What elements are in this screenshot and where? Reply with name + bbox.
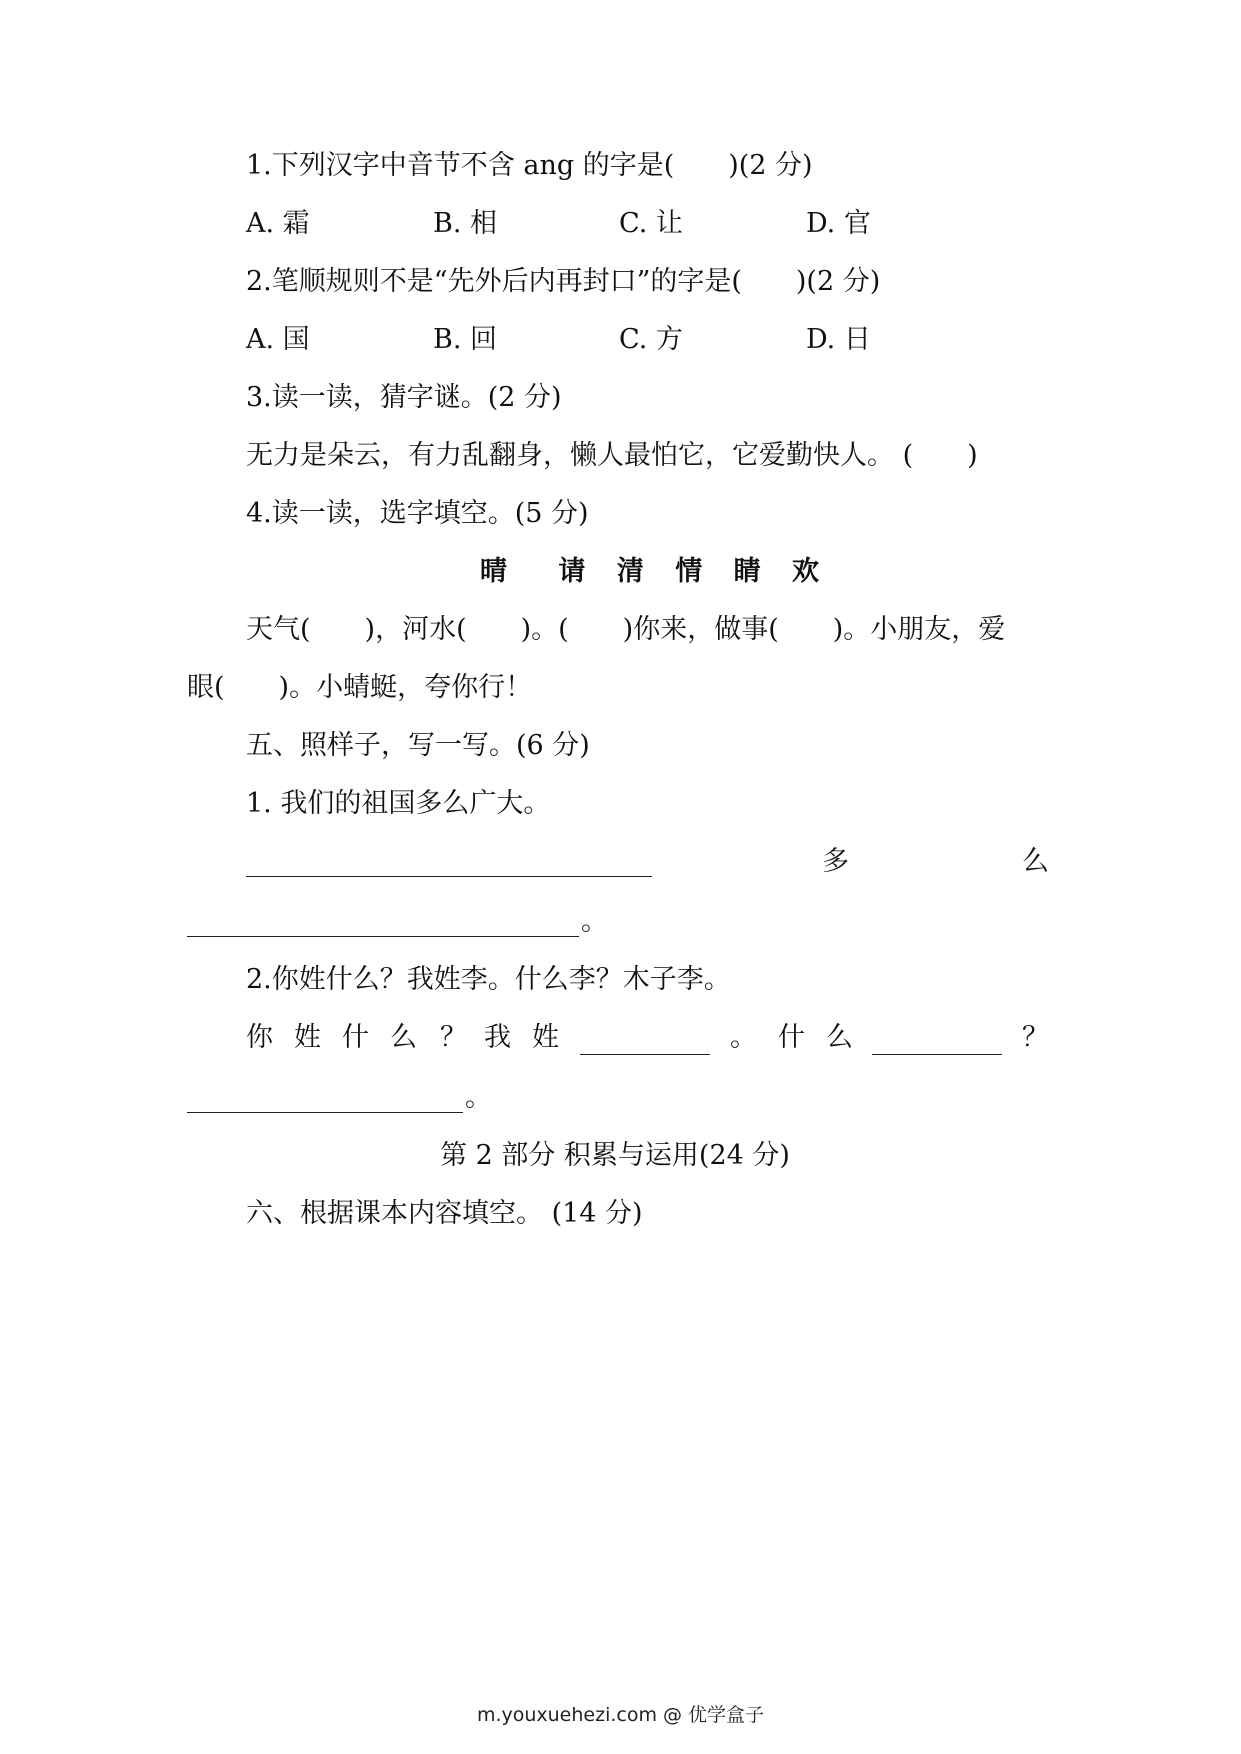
question-2-option-b[interactable]: B. 回 — [433, 324, 498, 355]
section-6-title: 六、根据课本内容填空。 (14 分) — [246, 1198, 643, 1229]
section-5-item-2: 2.你姓什么？我姓李。什么李？木子李。 — [246, 964, 731, 995]
section-5-item-2-period: 。 — [730, 1022, 757, 1053]
answer-blank[interactable] — [187, 1112, 463, 1113]
section-5-item-2-word: 姓 — [532, 1022, 559, 1053]
question-4-fill-line-1: 天气( )，河水( )。( )你来，做事( )。小朋友，爱 — [246, 614, 1006, 645]
question-2-option-a[interactable]: A. 国 — [246, 324, 310, 355]
question-3-riddle: 无力是朵云，有力乱翻身，懒人最怕它，它爱勤快人。 ( ) — [246, 440, 978, 471]
section-5-title: 五、照样子，写一写。(6 分) — [246, 730, 590, 761]
question-1-stem: 1.下列汉字中音节不含 ang 的字是( )(2 分) — [246, 150, 813, 181]
answer-blank[interactable] — [246, 876, 652, 877]
part-2-title: 第 2 部分 积累与运用(24 分) — [440, 1140, 790, 1171]
question-1-option-a[interactable]: A. 霜 — [246, 208, 310, 239]
question-2-option-d[interactable]: D. 日 — [806, 324, 871, 355]
question-3-stem: 3.读一读，猜字谜。(2 分) — [246, 382, 562, 413]
char-option: 欢 — [792, 556, 820, 587]
section-5-item-2-question-mark: ？ — [1022, 1022, 1049, 1053]
section-5-item-2-word: 么 — [390, 1022, 417, 1053]
section-5-item-2-word: 我 — [484, 1022, 511, 1053]
char-option: 晴 — [480, 556, 507, 587]
answer-blank[interactable] — [187, 936, 579, 937]
section-5-item-1-me: 么 — [1022, 846, 1049, 877]
section-5-item-2-word: 什 — [778, 1022, 805, 1053]
section-5-item-2-word: 什 — [342, 1022, 369, 1053]
char-option: 睛 — [733, 556, 761, 587]
section-5-item-1-duo: 多 — [822, 846, 849, 877]
char-option: 请 — [558, 556, 586, 587]
section-5-item-2-word: 姓 — [294, 1022, 321, 1053]
section-5-item-2-word: 你 — [246, 1022, 273, 1053]
answer-blank[interactable] — [872, 1054, 1002, 1055]
question-2-option-c[interactable]: C. 方 — [619, 324, 683, 355]
char-option: 情 — [675, 556, 703, 587]
answer-blank[interactable] — [580, 1054, 710, 1055]
question-4-fill-line-2: 眼( )。小蜻蜓，夸你行！ — [187, 672, 533, 703]
section-5-item-2-end: 。 — [465, 1082, 492, 1113]
footer-watermark: m.youxuehezi.com @ 优学盒子 — [476, 1704, 765, 1726]
section-5-item-2-word: ？ — [440, 1022, 467, 1053]
question-1-option-c[interactable]: C. 让 — [619, 208, 683, 239]
question-1-option-b[interactable]: B. 相 — [433, 208, 498, 239]
char-option: 清 — [616, 556, 644, 587]
question-4-character-bank — [480, 554, 841, 590]
section-5-item-1: 1. 我们的祖国多么广大。 — [246, 788, 551, 819]
question-2-stem: 2.笔顺规则不是“先外后内再封口”的字是( )(2 分) — [246, 266, 881, 297]
question-1-option-d[interactable]: D. 官 — [806, 208, 871, 239]
section-5-item-1-end: 。 — [581, 906, 608, 937]
question-4-stem: 4.读一读，选字填空。(5 分) — [246, 498, 589, 529]
section-5-item-2-word: 么 — [826, 1022, 853, 1053]
